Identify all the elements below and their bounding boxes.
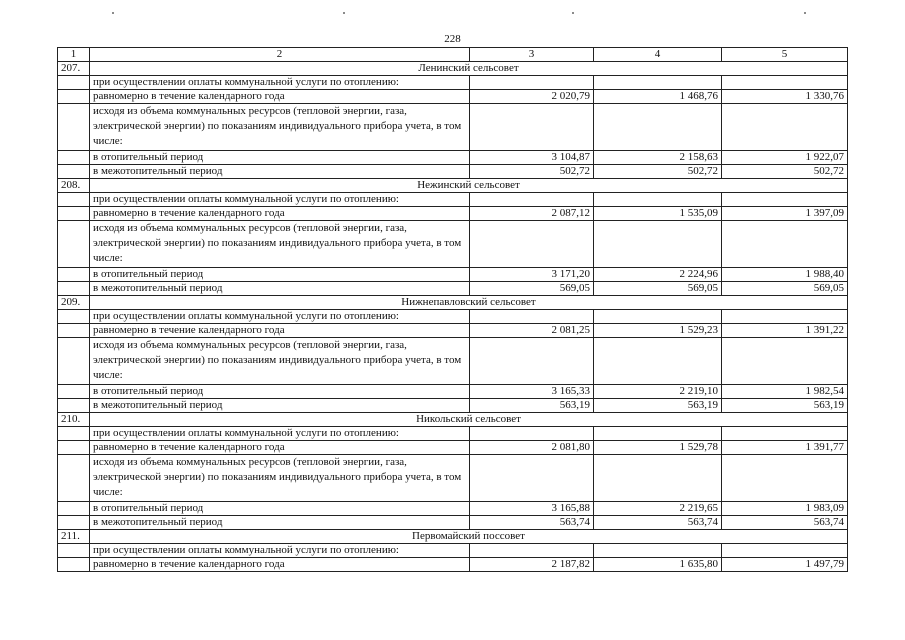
value-col-3: 3 165,33 — [470, 385, 594, 399]
tariff-table — [57, 47, 848, 572]
index-cell — [58, 399, 90, 413]
table-row — [58, 165, 848, 179]
section-index: 211. — [58, 530, 90, 544]
value-col-4: 1 529,23 — [594, 324, 722, 338]
table-row — [58, 544, 848, 558]
table-row — [58, 151, 848, 165]
table-row — [58, 310, 848, 324]
value-col-4 — [594, 76, 722, 90]
speck — [343, 12, 345, 14]
row-label: в межотопительный период — [90, 282, 470, 296]
value-col-4 — [594, 455, 722, 502]
section-index: 210. — [58, 413, 90, 427]
value-col-5 — [722, 310, 848, 324]
value-col-3: 2 020,79 — [470, 90, 594, 104]
value-col-5: 502,72 — [722, 165, 848, 179]
index-cell — [58, 502, 90, 516]
index-cell — [58, 165, 90, 179]
value-col-3: 563,19 — [470, 399, 594, 413]
value-col-5 — [722, 221, 848, 268]
value-col-5 — [722, 104, 848, 151]
row-label: в отопительный период — [90, 385, 470, 399]
scan-specks — [0, 12, 905, 18]
row-label: в межотопительный период — [90, 165, 470, 179]
table-row — [58, 516, 848, 530]
table-row — [58, 441, 848, 455]
header-cell-3: 3 — [470, 48, 594, 62]
value-col-5: 1 988,40 — [722, 268, 848, 282]
value-col-5 — [722, 193, 848, 207]
value-col-4: 2 219,65 — [594, 502, 722, 516]
header-cell-1: 1 — [58, 48, 90, 62]
value-col-4: 563,19 — [594, 399, 722, 413]
value-col-4: 1 535,09 — [594, 207, 722, 221]
value-col-3 — [470, 104, 594, 151]
row-label: при осуществлении оплаты коммунальной услуги по отоплению: — [90, 193, 470, 207]
value-col-3: 3 104,87 — [470, 151, 594, 165]
table-row — [58, 399, 848, 413]
value-col-3: 563,74 — [470, 516, 594, 530]
row-label: в отопительный период — [90, 502, 470, 516]
value-col-4: 2 219,10 — [594, 385, 722, 399]
section-index: 207. — [58, 62, 90, 76]
value-col-4 — [594, 193, 722, 207]
value-col-3: 569,05 — [470, 282, 594, 296]
value-col-4 — [594, 544, 722, 558]
row-label: равномерно в течение календарного года — [90, 90, 470, 104]
table-row — [58, 221, 848, 268]
value-col-4: 2 224,96 — [594, 268, 722, 282]
index-cell — [58, 90, 90, 104]
value-col-3 — [470, 193, 594, 207]
index-cell — [58, 282, 90, 296]
section-name: Нежинский сельсовет — [90, 179, 848, 193]
header-row — [58, 48, 848, 62]
value-col-5: 1 983,09 — [722, 502, 848, 516]
index-cell — [58, 441, 90, 455]
index-cell — [58, 427, 90, 441]
value-col-3 — [470, 76, 594, 90]
value-col-4: 1 635,80 — [594, 558, 722, 572]
row-label: равномерно в течение календарного года — [90, 207, 470, 221]
value-col-3: 3 165,88 — [470, 502, 594, 516]
value-col-3: 2 187,82 — [470, 558, 594, 572]
section-header-row — [58, 296, 848, 310]
table-row — [58, 268, 848, 282]
value-col-4 — [594, 221, 722, 268]
section-name: Первомайский поссовет — [90, 530, 848, 544]
index-cell — [58, 516, 90, 530]
header-cell-4: 4 — [594, 48, 722, 62]
header-cell-5: 5 — [722, 48, 848, 62]
value-col-4: 569,05 — [594, 282, 722, 296]
value-col-3 — [470, 455, 594, 502]
value-col-5 — [722, 544, 848, 558]
row-label: исходя из объема коммунальных ресурсов (тепловой энергии, газа, электрической энергии) по показаниям индивидуального прибора учета, в том числе: — [90, 221, 470, 268]
index-cell — [58, 385, 90, 399]
row-label: исходя из объема коммунальных ресурсов (тепловой энергии, газа, электрической энергии) по показаниям индивидуального прибора учета, в том числе: — [90, 104, 470, 151]
value-col-5: 563,74 — [722, 516, 848, 530]
row-label: в межотопительный период — [90, 516, 470, 530]
value-col-4: 563,74 — [594, 516, 722, 530]
value-col-5: 1 330,76 — [722, 90, 848, 104]
table-row — [58, 104, 848, 151]
section-header-row — [58, 530, 848, 544]
index-cell — [58, 544, 90, 558]
speck — [572, 12, 574, 14]
table-row — [58, 427, 848, 441]
row-label: в отопительный период — [90, 268, 470, 282]
value-col-4: 2 158,63 — [594, 151, 722, 165]
header-cell-2: 2 — [90, 48, 470, 62]
row-label: равномерно в течение календарного года — [90, 558, 470, 572]
section-name: Ленинский сельсовет — [90, 62, 848, 76]
value-col-4 — [594, 104, 722, 151]
index-cell — [58, 558, 90, 572]
table-row — [58, 385, 848, 399]
table-row — [58, 558, 848, 572]
index-cell — [58, 268, 90, 282]
value-col-5: 1 922,07 — [722, 151, 848, 165]
value-col-4 — [594, 338, 722, 385]
value-col-5: 1 497,79 — [722, 558, 848, 572]
row-label: при осуществлении оплаты коммунальной услуги по отоплению: — [90, 427, 470, 441]
speck — [804, 12, 806, 14]
page-number: 228 — [444, 33, 461, 45]
value-col-3: 2 087,12 — [470, 207, 594, 221]
index-cell — [58, 221, 90, 268]
row-label: равномерно в течение календарного года — [90, 441, 470, 455]
value-col-4: 502,72 — [594, 165, 722, 179]
row-label: при осуществлении оплаты коммунальной услуги по отоплению: — [90, 544, 470, 558]
section-name: Нижнепавловский сельсовет — [90, 296, 848, 310]
row-label: в межотопительный период — [90, 399, 470, 413]
table-row — [58, 338, 848, 385]
value-col-3 — [470, 427, 594, 441]
section-header-row — [58, 413, 848, 427]
index-cell — [58, 455, 90, 502]
index-cell — [58, 338, 90, 385]
table-row — [58, 502, 848, 516]
value-col-3 — [470, 338, 594, 385]
row-label: исходя из объема коммунальных ресурсов (тепловой энергии, газа, электрической энергии) по показаниям индивидуального прибора учета, в том числе: — [90, 338, 470, 385]
value-col-4: 1 468,76 — [594, 90, 722, 104]
value-col-5 — [722, 455, 848, 502]
table-row — [58, 207, 848, 221]
section-name: Никольский сельсовет — [90, 413, 848, 427]
row-label: исходя из объема коммунальных ресурсов (тепловой энергии, газа, электрической энергии) по показаниям индивидуального прибора учета, в том числе: — [90, 455, 470, 502]
value-col-5 — [722, 427, 848, 441]
table-row — [58, 90, 848, 104]
value-col-3 — [470, 544, 594, 558]
value-col-4 — [594, 427, 722, 441]
value-col-5: 563,19 — [722, 399, 848, 413]
section-index: 209. — [58, 296, 90, 310]
value-col-3: 2 081,25 — [470, 324, 594, 338]
table-row — [58, 282, 848, 296]
index-cell — [58, 324, 90, 338]
section-header-row — [58, 179, 848, 193]
value-col-4: 1 529,78 — [594, 441, 722, 455]
index-cell — [58, 104, 90, 151]
row-label: в отопительный период — [90, 151, 470, 165]
speck — [112, 12, 114, 14]
value-col-4 — [594, 310, 722, 324]
table-row — [58, 324, 848, 338]
table-body — [58, 48, 848, 572]
value-col-3 — [470, 310, 594, 324]
value-col-3: 502,72 — [470, 165, 594, 179]
value-col-3: 3 171,20 — [470, 268, 594, 282]
row-label: равномерно в течение календарного года — [90, 324, 470, 338]
index-cell — [58, 207, 90, 221]
section-header-row — [58, 62, 848, 76]
index-cell — [58, 76, 90, 90]
value-col-5: 1 397,09 — [722, 207, 848, 221]
value-col-5: 1 982,54 — [722, 385, 848, 399]
table-row — [58, 76, 848, 90]
value-col-3: 2 081,80 — [470, 441, 594, 455]
section-index: 208. — [58, 179, 90, 193]
value-col-5: 1 391,77 — [722, 441, 848, 455]
row-label: при осуществлении оплаты коммунальной услуги по отоплению: — [90, 310, 470, 324]
value-col-5 — [722, 338, 848, 385]
value-col-5: 569,05 — [722, 282, 848, 296]
table-row — [58, 455, 848, 502]
index-cell — [58, 310, 90, 324]
table-row — [58, 193, 848, 207]
index-cell — [58, 151, 90, 165]
value-col-3 — [470, 221, 594, 268]
row-label: при осуществлении оплаты коммунальной услуги по отоплению: — [90, 76, 470, 90]
index-cell — [58, 193, 90, 207]
value-col-5: 1 391,22 — [722, 324, 848, 338]
value-col-5 — [722, 76, 848, 90]
